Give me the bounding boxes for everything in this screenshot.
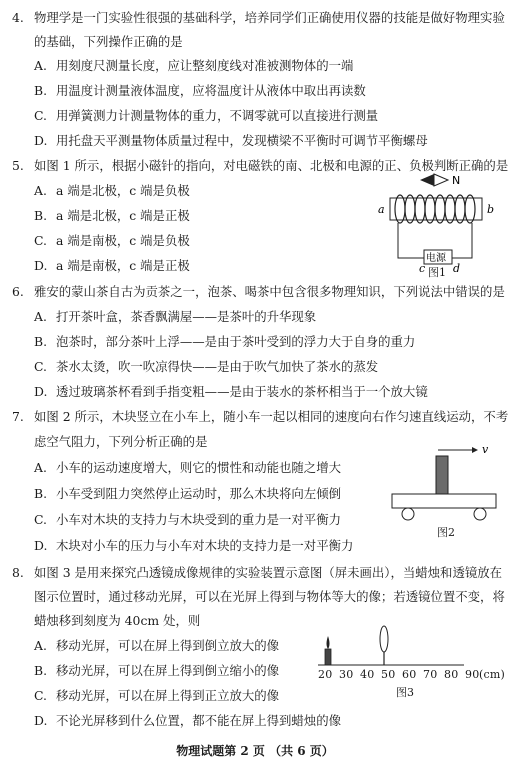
label-b: b <box>487 203 495 216</box>
figure-2-caption: 图2 <box>437 526 455 539</box>
tick-label: 60 <box>402 668 417 681</box>
option-letter: B. <box>34 486 48 501</box>
tick-label: 50 <box>381 668 396 681</box>
option-letter: B. <box>34 663 48 678</box>
tick-label: 40 <box>360 668 375 681</box>
option-text: 打开茶叶盒，茶香飘满屋——是茶叶的升华现象 <box>56 309 317 324</box>
option-text: a 端是南极，c 端是正极 <box>56 258 190 273</box>
option-letter: C. <box>34 233 47 248</box>
tick-label: 90 <box>465 668 480 681</box>
option-text: 用温度计测量液体温度，应将温度计从液体中取出再读数 <box>56 83 366 98</box>
tick-label: 80 <box>444 668 459 681</box>
option-letter: C. <box>34 512 47 527</box>
option-text: 泡茶时，部分茶叶上浮——是由于茶叶受到的浮力大于自身的重力 <box>56 334 416 349</box>
option-letter: A. <box>34 58 47 73</box>
q4-option-c <box>34 108 378 124</box>
option-text: 用刻度尺测量长度，应让整刻度线对准被测物体的一端 <box>56 58 354 73</box>
q8-stem-line1: 如图 3 是用来探究凸透镜成像规律的实验装置示意图（屏未画出），当蜡烛和透镜放在 <box>34 565 503 580</box>
figure-2-cart <box>386 444 506 524</box>
option-letter: B. <box>34 208 48 223</box>
option-letter: A. <box>34 309 47 324</box>
option-letter: D. <box>34 384 48 399</box>
candle-icon <box>325 636 331 665</box>
option-letter: C. <box>34 688 47 703</box>
tick-label: 70 <box>423 668 438 681</box>
option-text: 茶水太烫，吹一吹凉得快——是由于吹气加快了茶水的蒸发 <box>56 359 379 374</box>
option-text: a 端是南极，c 端是负极 <box>56 233 190 248</box>
q7-number: 7. <box>12 409 24 424</box>
option-text: 用托盘天平测量物体质量过程中，发现横梁不平衡时可调节平衡螺母 <box>56 133 428 148</box>
q4-stem-line1: 物理学是一门实验性很强的基础科学，培养同学们正确使用仪器的技能是做好物理实验 <box>34 10 505 25</box>
q6-number: 6. <box>12 284 24 299</box>
q7-option-d <box>34 538 353 554</box>
option-text: a 端是北极，c 端是负极 <box>56 183 190 198</box>
option-letter: B. <box>34 334 48 349</box>
q6-option-a <box>34 309 316 325</box>
option-letter: D. <box>34 713 48 728</box>
tick-label: 30 <box>339 668 354 681</box>
option-letter: A. <box>34 638 47 653</box>
option-text: 小车的运动速度增大，则它的惯性和动能也随之增大 <box>56 460 341 475</box>
velocity-label: v <box>482 444 489 456</box>
q4-option-d <box>34 133 428 149</box>
option-letter: B. <box>34 83 48 98</box>
q5-number: 5. <box>12 158 24 173</box>
option-text: 移动光屏，可以在屏上得到正立放大的像 <box>56 688 280 703</box>
label-d: d <box>453 262 461 275</box>
q8-stem-line3: 蜡烛移到刻度为 40cm 处，则 <box>34 613 201 628</box>
needle-north-label: N <box>452 174 461 187</box>
cart-body <box>392 494 496 508</box>
label-c: c <box>419 262 426 275</box>
option-letter: C. <box>34 108 47 123</box>
q7-option-b <box>34 486 341 502</box>
q7-stem-line1: 如图 2 所示，木块竖立在小车上，随小车一起以相同的速度向右作匀速直线运动，不考 <box>34 409 509 424</box>
q7-option-a <box>34 460 341 476</box>
option-letter: D. <box>34 538 48 553</box>
q7-option-c <box>34 512 341 528</box>
option-text: a 端是北极，c 端是正极 <box>56 208 190 223</box>
wheel-right <box>474 508 486 520</box>
tick-label: 20 <box>318 668 333 681</box>
wheel-left <box>402 508 414 520</box>
label-a: a <box>378 203 385 216</box>
figure-3-caption: 图3 <box>396 686 414 699</box>
q6-option-c <box>34 359 378 375</box>
option-text: 小车受到阻力突然停止运动时，那么木块将向左倾倒 <box>56 486 341 501</box>
option-letter: D. <box>34 258 48 273</box>
option-text: 用弹簧测力计测量物体的重力，不调零就可以直接进行测量 <box>56 108 379 123</box>
option-text: 移动光屏，可以在屏上得到倒立放大的像 <box>56 638 280 653</box>
q4-option-b <box>34 83 366 99</box>
scale-unit: (cm) <box>479 668 505 681</box>
q4-stem-line2: 的基础，下列操作正确的是 <box>34 34 183 49</box>
q6-option-b <box>34 334 415 350</box>
q7-stem-line2: 虑空气阻力，下列分析正确的是 <box>34 434 208 449</box>
q8-option-b <box>34 663 279 679</box>
q8-option-c <box>34 688 279 704</box>
option-text: 木块对小车的压力与小车对木块的支持力是一对平衡力 <box>56 538 354 553</box>
q8-option-a <box>34 638 279 654</box>
wire-left <box>398 223 424 258</box>
q8-option-d <box>34 713 341 729</box>
convex-lens-icon <box>380 626 388 652</box>
figure-1-caption: 图1 <box>428 266 446 279</box>
option-letter: D. <box>34 133 48 148</box>
option-text: 移动光屏，可以在屏上得到倒立缩小的像 <box>56 663 280 678</box>
q4-option-a <box>34 58 353 74</box>
q5-stem-line1: 如图 1 所示，根据小磁针的指向，对电磁铁的南、北极和电源的正、负极判断正确的是 <box>34 158 509 173</box>
wooden-block <box>436 456 448 494</box>
figure-3-scale <box>318 667 505 683</box>
arrow-head-icon <box>472 447 478 453</box>
q8-stem-line2: 图示位置时，通过移动光屏，可以在光屏上得到与物体等大的像；若透镜位置不变，将 <box>34 589 505 604</box>
q4-number: 4. <box>12 10 24 25</box>
q6-stem-line1: 雅安的蒙山茶自古为贡茶之一，泡茶、喝茶中包含很多物理知识，下列说法中错误的是 <box>34 284 505 299</box>
option-text: 透过玻璃茶杯看到手指变粗——是由于装水的茶杯相当于一个放大镜 <box>56 384 428 399</box>
q5-option-a <box>34 183 190 199</box>
q5-option-c <box>34 233 190 249</box>
option-text: 小车对木块的支持力与木块受到的重力是一对平衡力 <box>56 512 341 527</box>
q5-option-d <box>34 258 190 274</box>
compass-needle-icon <box>420 174 448 186</box>
q6-option-d <box>34 384 428 400</box>
q5-option-b <box>34 208 190 224</box>
power-source-label: 电源 <box>426 253 446 264</box>
wire-right <box>452 223 472 258</box>
option-letter: A. <box>34 183 47 198</box>
q8-number: 8. <box>12 565 24 580</box>
option-letter: C. <box>34 359 47 374</box>
option-text: 不论光屏移到什么位置，都不能在屏上得到蜡烛的像 <box>56 713 341 728</box>
option-letter: A. <box>34 460 47 475</box>
page-footer: 物理试题第 2 页 （共 6 页） <box>176 744 334 758</box>
